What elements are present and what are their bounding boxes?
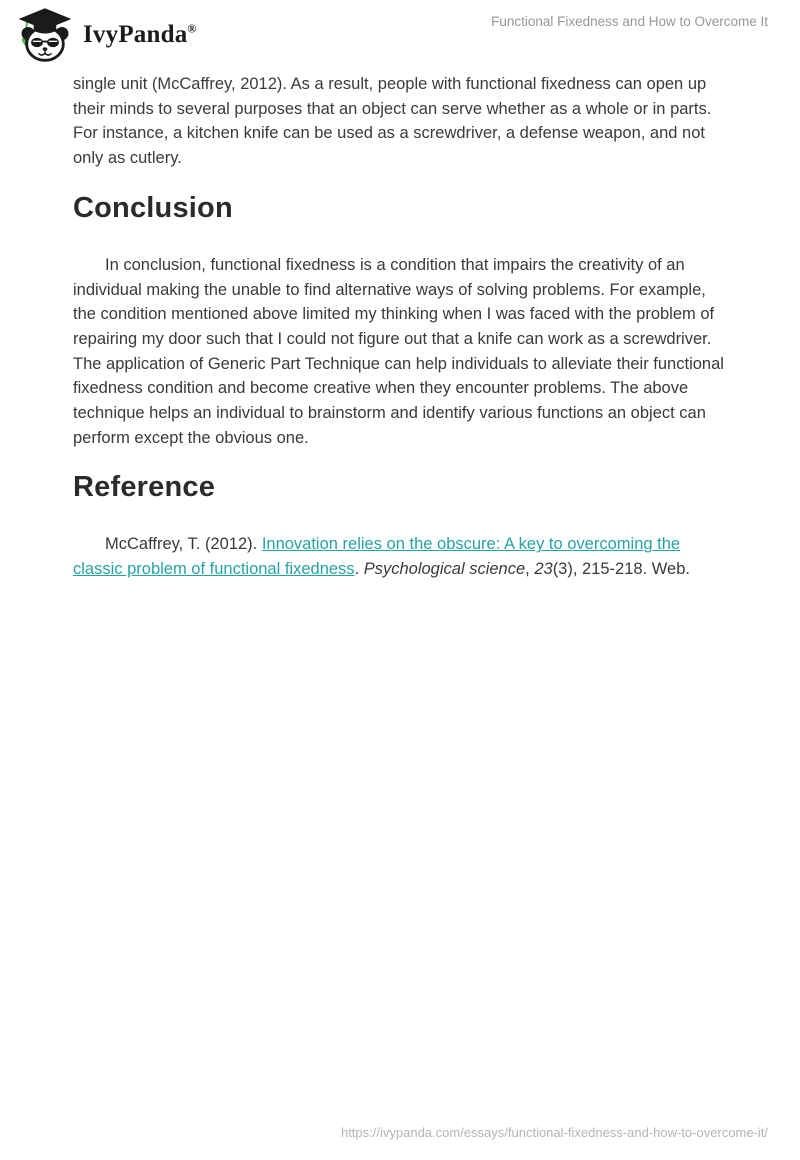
reference-heading: Reference (73, 471, 216, 504)
conclusion-paragraph: In conclusion, functional fixedness is a condition that impairs the creativity of an individual making the unable to find alternative ways of solving problems. For example, the condition mentioned above limited my thinking when I was faced with the problem of repairing my door such that I could not figure out that a knife can work as a screwdriver. The application of Generic Part Technique can help individuals to alleviate their functional fixedness condition and become creative when they encounter problems. The above technique helps an individual to brainstorm and identify various functions an object can perform except the obvious one. (73, 255, 724, 447)
reference-article-link[interactable]: Innovation relies on the obscure: A key to overcoming the classic problem of functional fixedness (73, 535, 681, 579)
document-title: Functional Fixedness and How to Overcome It (491, 14, 768, 29)
conclusion-heading: Conclusion (73, 191, 233, 224)
reference-entry (73, 532, 728, 581)
essay-body (73, 72, 728, 582)
reference-separator: , (525, 560, 535, 579)
panda-graduation-cap-icon (14, 6, 76, 63)
registered-trademark-symbol: ® (187, 21, 197, 36)
reference-punctuation: . (354, 560, 364, 579)
paragraph-continuation: single unit (McCaffrey, 2012). As a result, people with functional fixedness can open up their minds to several purposes that an object can serve whether as a whole or in parts. For instance, a kitchen knife can be used as a screwdriver, a defense weapon, and not only as cutlery. (73, 75, 712, 168)
logo-wordmark (83, 21, 197, 49)
ivypanda-logo[interactable] (14, 6, 197, 63)
page-header (0, 0, 800, 70)
reference-author-year: McCaffrey, T. (2012). (105, 535, 262, 554)
reference-volume: 23 (534, 560, 553, 579)
reference-issue-pages: (3), 215-218. Web. (552, 560, 690, 579)
reference-journal-name: Psychological science (363, 560, 526, 579)
source-url: https://ivypanda.com/essays/functional-fixedness-and-how-to-overcome-it/ (340, 1125, 768, 1140)
logo-text: IvyPanda (83, 20, 188, 48)
